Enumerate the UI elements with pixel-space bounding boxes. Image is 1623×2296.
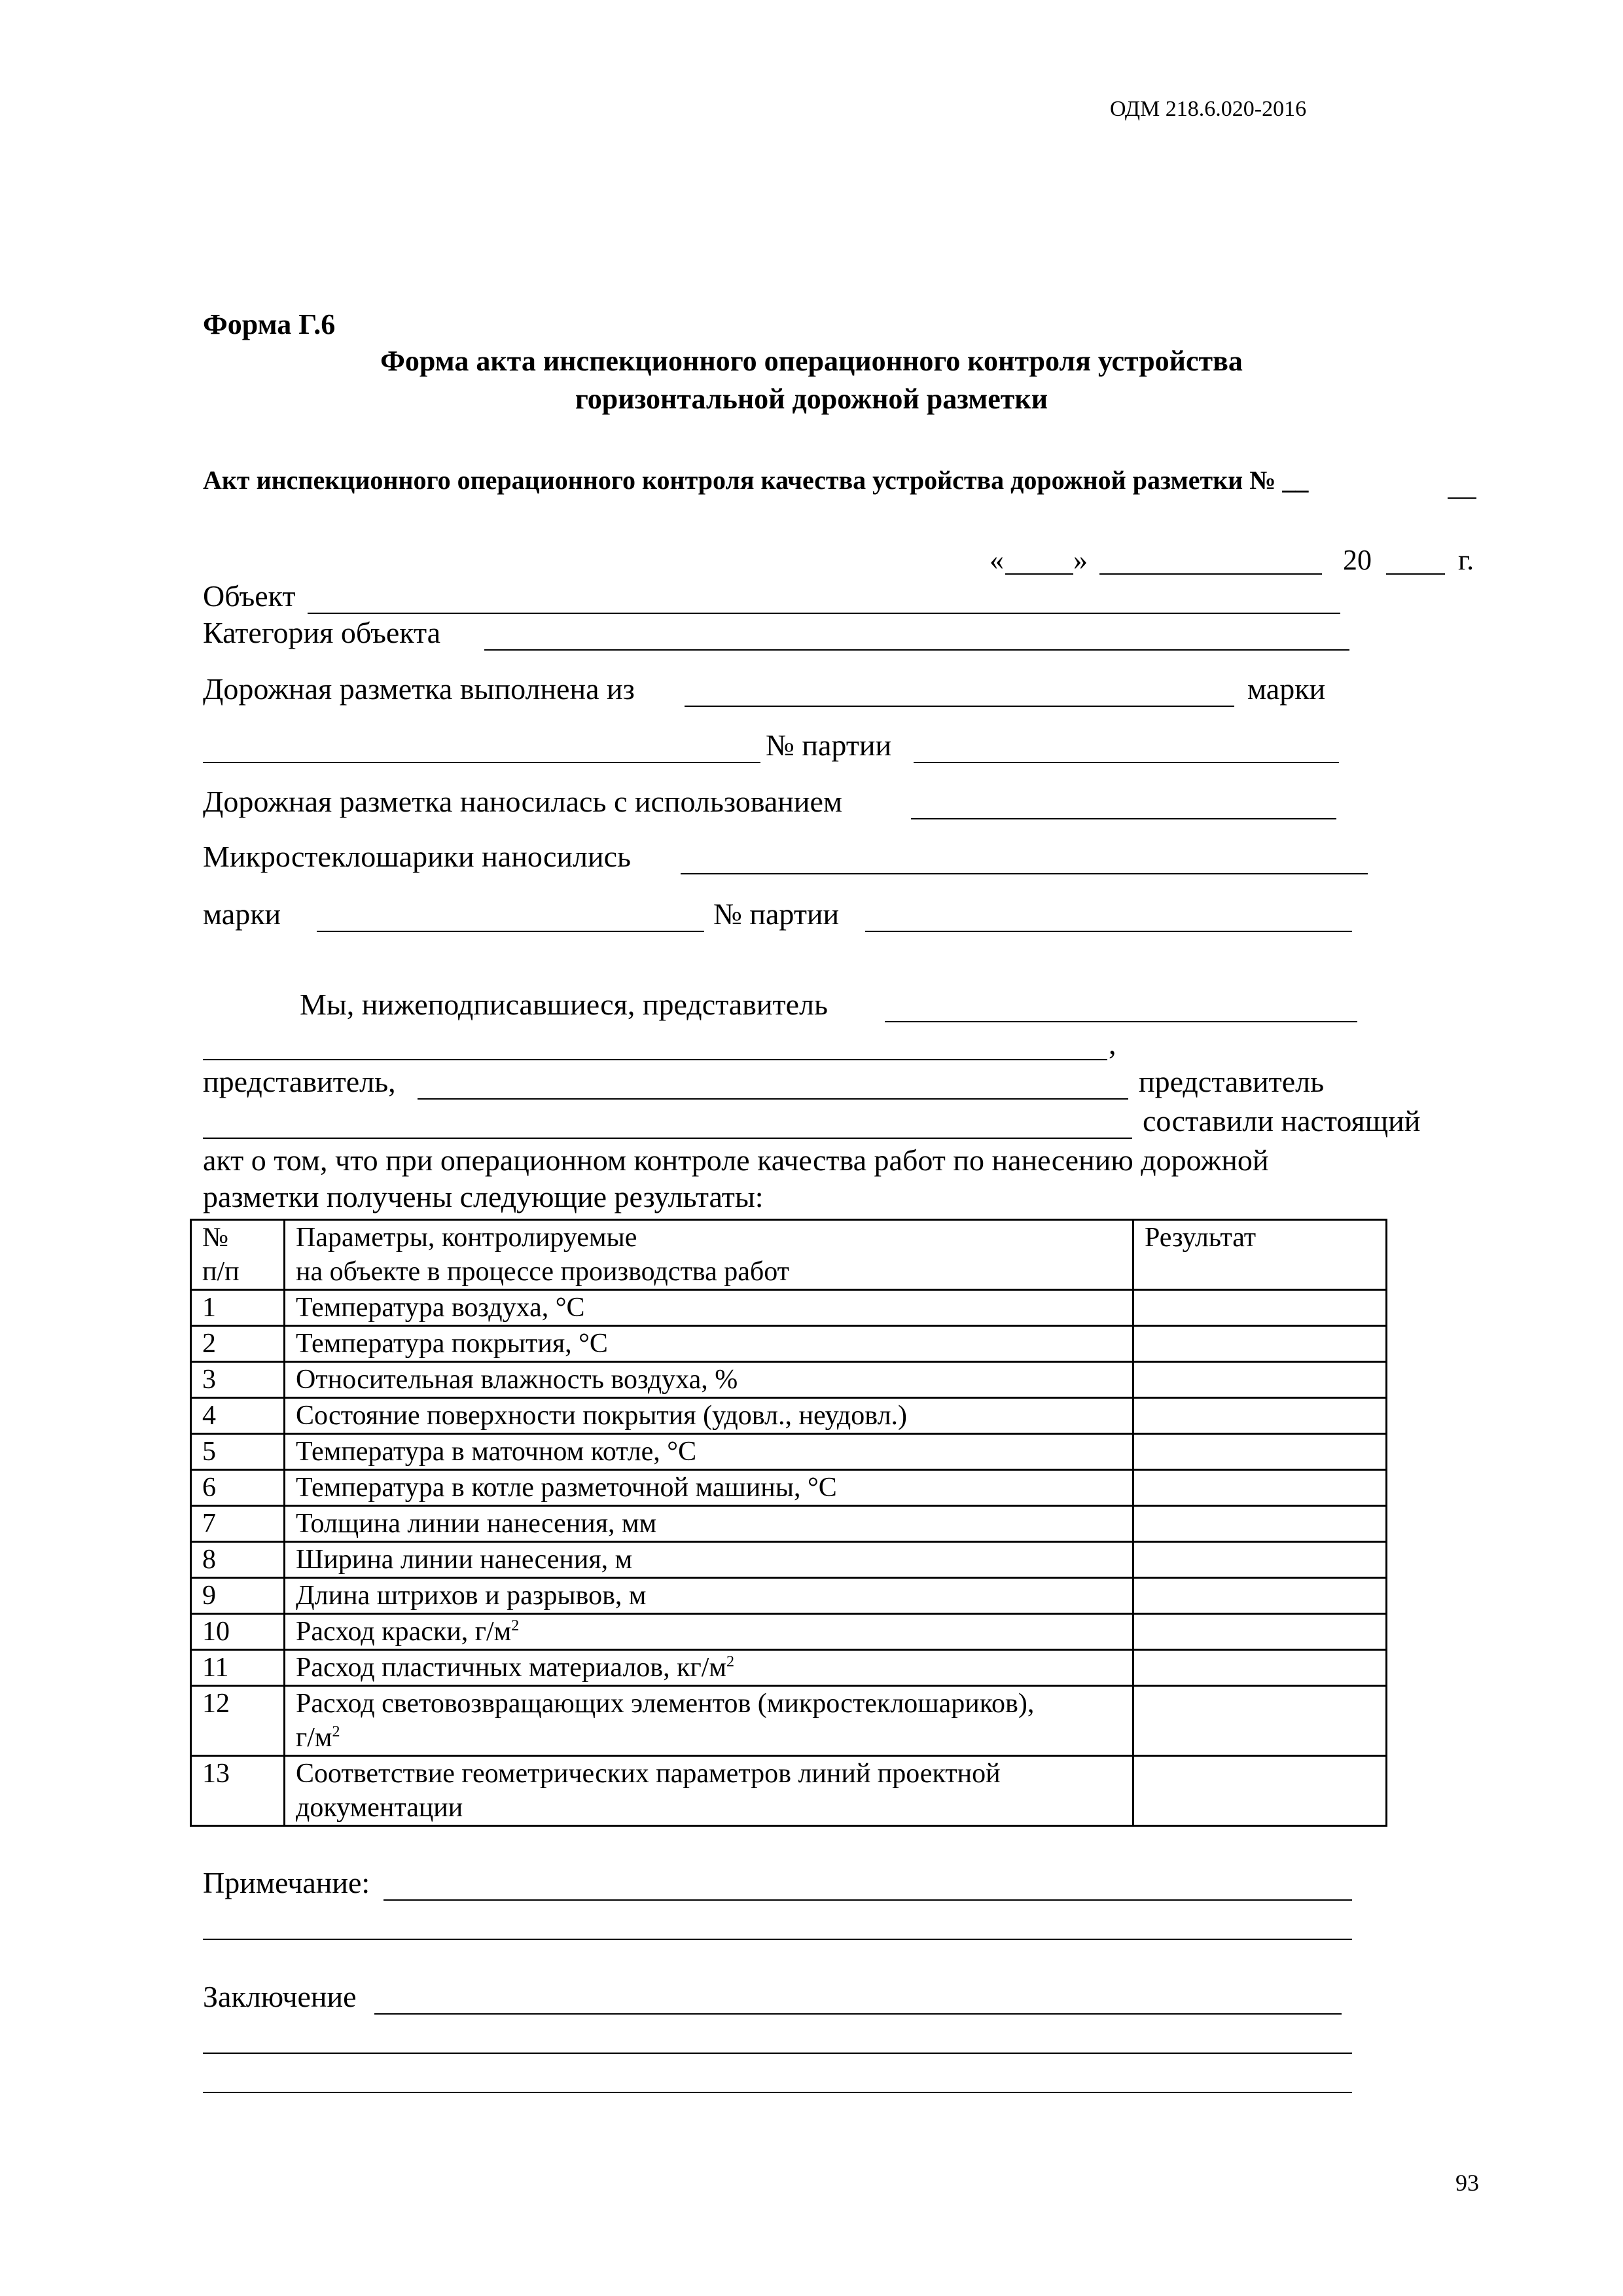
row-number: 10: [191, 1614, 285, 1650]
row-result[interactable]: [1133, 1614, 1387, 1650]
conclusion-line1[interactable]: [374, 2013, 1342, 2015]
row-parameter-text-cont: г/м: [296, 1723, 332, 1753]
header-param-line1: Параметры, контролируемые: [296, 1223, 637, 1253]
applied-with-line[interactable]: [911, 818, 1336, 819]
rep2-org-line[interactable]: [418, 1098, 1128, 1100]
rep2-name-line[interactable]: [203, 1138, 1132, 1139]
paragraph-line1: акт о том, что при операционном контроле качества работ по нанесению дорожной: [203, 1143, 1269, 1177]
row-number: 7: [191, 1506, 285, 1542]
table-row: [191, 1470, 1387, 1506]
unit-superscript: 2: [511, 1617, 520, 1634]
header-param-line2: на объекте в процессе производства работ: [296, 1257, 790, 1287]
table-row: [191, 1434, 1387, 1470]
paragraph-line2: разметки получены следующие результаты:: [203, 1180, 764, 1213]
row-result[interactable]: [1133, 1326, 1387, 1362]
date-month-line[interactable]: [1099, 573, 1322, 575]
header-result: Результат: [1133, 1220, 1387, 1290]
table-row: [191, 1362, 1387, 1398]
results-table: [190, 1219, 1387, 1827]
table-header-row: [191, 1220, 1387, 1290]
date-quote-close: »: [1073, 544, 1088, 576]
row-parameter: [285, 1756, 1133, 1826]
row-number: 2: [191, 1326, 285, 1362]
header-param: [285, 1220, 1133, 1290]
beads-label: Микростеклошарики наносились: [203, 840, 631, 873]
rep1-label: представитель,: [203, 1065, 396, 1098]
brand-label: марки: [1247, 672, 1326, 706]
row-parameter-text: Расход краски, г/м: [296, 1617, 512, 1647]
row-result[interactable]: [1133, 1398, 1387, 1434]
conclusion-line3[interactable]: [203, 2092, 1352, 2093]
unit-superscript: 2: [332, 1723, 340, 1740]
category-line[interactable]: [484, 649, 1349, 651]
row-result[interactable]: [1133, 1362, 1387, 1398]
category-label: Категория объекта: [203, 616, 441, 649]
object-label: Объект: [203, 579, 296, 613]
row-parameter: Толщина линии нанесения, мм: [285, 1506, 1133, 1542]
header-num-line1: №: [202, 1223, 229, 1253]
form-title-line2: горизонтальной дорожной разметки: [575, 383, 1048, 415]
row-parameter: [285, 1686, 1133, 1756]
row-parameter: Температура воздуха, °С: [285, 1290, 1133, 1326]
form-label: Форма Г.6: [203, 308, 336, 340]
header-num-line2: п/п: [202, 1257, 240, 1287]
table-row: [191, 1578, 1387, 1614]
rep2-label: представитель: [1139, 1065, 1325, 1098]
row-result[interactable]: [1133, 1578, 1387, 1614]
batch2-line[interactable]: [865, 931, 1352, 932]
row-parameter: Температура покрытия, °С: [285, 1326, 1133, 1362]
row-number: 12: [191, 1686, 285, 1756]
row-result[interactable]: [1133, 1506, 1387, 1542]
row-result[interactable]: [1133, 1756, 1387, 1826]
table-row: [191, 1686, 1387, 1756]
row-number: 11: [191, 1650, 285, 1686]
note-line2[interactable]: [203, 1939, 1352, 1940]
row-number: 3: [191, 1362, 285, 1398]
brand2-line[interactable]: [317, 931, 704, 932]
act-title: Акт инспекционного операционного контроля качества устройства дорожной разметки № __: [203, 465, 1309, 495]
row-parameter-text: Расход световозвращающих элементов (микростеклошариков),: [296, 1689, 1035, 1719]
act-number-line: [1448, 497, 1476, 499]
row-parameter-text: Расход пластичных материалов, кг/м: [296, 1653, 727, 1683]
row-result[interactable]: [1133, 1290, 1387, 1326]
row-number: 5: [191, 1434, 285, 1470]
compiled-text: составили настоящий: [1143, 1104, 1421, 1138]
brand2-label: марки: [203, 897, 281, 931]
date-year-line[interactable]: [1386, 573, 1445, 575]
row-result[interactable]: [1133, 1686, 1387, 1756]
batch-label: № партии: [766, 728, 892, 762]
batch2-label: № партии: [713, 897, 840, 931]
row-parameter: Ширина линии нанесения, м: [285, 1542, 1133, 1578]
row-parameter-text-cont: документации: [296, 1793, 463, 1823]
date-year-prefix: 20: [1343, 544, 1372, 576]
table-row: [191, 1756, 1387, 1826]
row-result[interactable]: [1133, 1650, 1387, 1686]
row-number: 8: [191, 1542, 285, 1578]
row-number: 9: [191, 1578, 285, 1614]
header-num: [191, 1220, 285, 1290]
page-number: 93: [1455, 2170, 1479, 2196]
table-row: [191, 1290, 1387, 1326]
row-parameter: Относительная влажность воздуха, %: [285, 1362, 1133, 1398]
form-title-line1: Форма акта инспекционного операционного контроля устройства: [380, 345, 1243, 377]
table-row: [191, 1398, 1387, 1434]
table-row: [191, 1326, 1387, 1362]
row-parameter: [285, 1650, 1133, 1686]
rep-org-line[interactable]: [885, 1021, 1357, 1022]
row-parameter: [285, 1614, 1133, 1650]
row-number: 13: [191, 1756, 285, 1826]
document-code: ОДМ 218.6.020-2016: [1110, 97, 1307, 121]
brand-line[interactable]: [203, 762, 760, 763]
beads-line[interactable]: [681, 873, 1368, 874]
comma: ,: [1109, 1027, 1116, 1060]
made-from-label: Дорожная разметка выполнена из: [203, 672, 635, 706]
row-parameter: Длина штрихов и разрывов, м: [285, 1578, 1133, 1614]
table-row: [191, 1506, 1387, 1542]
row-result[interactable]: [1133, 1434, 1387, 1470]
row-result[interactable]: [1133, 1470, 1387, 1506]
object-line[interactable]: [308, 613, 1340, 614]
conclusion-label: Заключение: [203, 1980, 357, 2013]
we-signed-text: Мы, нижеподписавшиеся, представитель: [300, 988, 828, 1021]
row-parameter: Температура в котле разметочной машины, °С: [285, 1470, 1133, 1506]
applied-with-label: Дорожная разметка наносилась с использованием: [203, 785, 843, 818]
table-row: [191, 1614, 1387, 1650]
batch-line[interactable]: [914, 762, 1339, 763]
note-line1[interactable]: [383, 1899, 1352, 1901]
row-parameter: Состояние поверхности покрытия (удовл., неудовл.): [285, 1398, 1133, 1434]
row-number: 6: [191, 1470, 285, 1506]
row-parameter-text: Соответствие геометрических параметров линий проектной: [296, 1759, 1001, 1789]
date-quote-open: «: [990, 544, 1004, 576]
row-number: 1: [191, 1290, 285, 1326]
note-label: Примечание:: [203, 1866, 370, 1899]
row-result[interactable]: [1133, 1542, 1387, 1578]
unit-superscript: 2: [726, 1653, 735, 1670]
conclusion-line2[interactable]: [203, 2053, 1352, 2054]
date-year-suffix: г.: [1458, 544, 1474, 576]
made-from-line[interactable]: [685, 706, 1234, 707]
row-number: 4: [191, 1398, 285, 1434]
row-parameter: Температура в маточном котле, °С: [285, 1434, 1133, 1470]
date-day-line[interactable]: [1005, 573, 1073, 575]
table-row: [191, 1542, 1387, 1578]
rep1-name-line[interactable]: [203, 1059, 1107, 1060]
table-row: [191, 1650, 1387, 1686]
